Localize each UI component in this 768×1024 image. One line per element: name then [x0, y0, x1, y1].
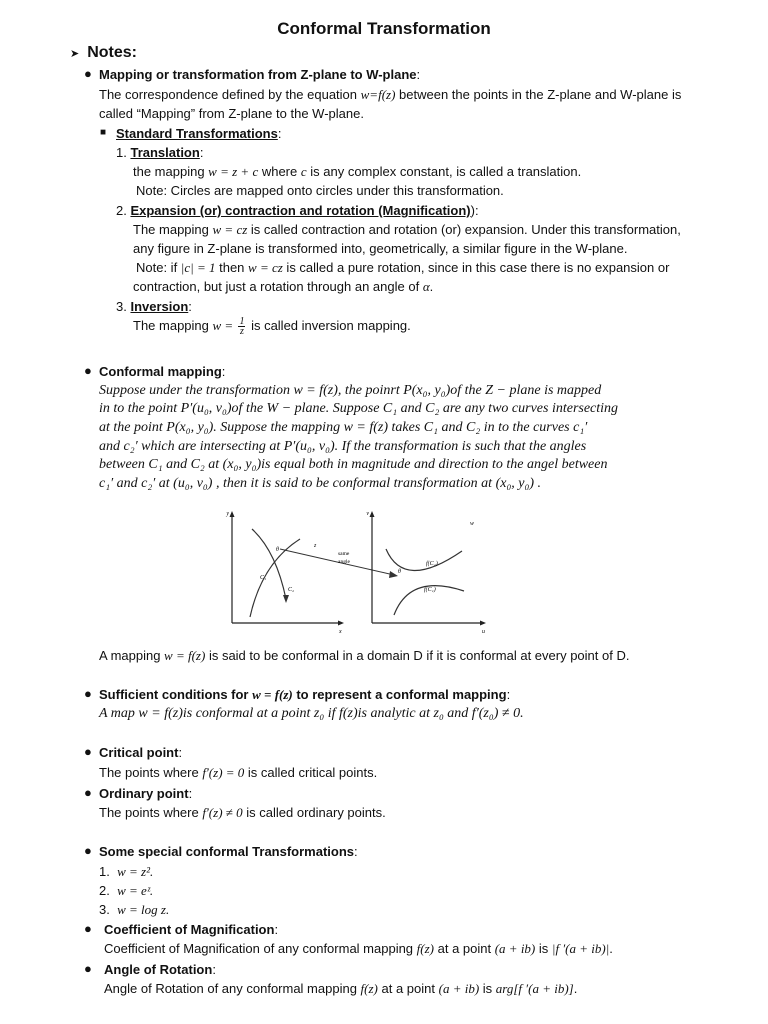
critical-line: The points where f′(z) = 0 is called critical points. — [99, 765, 378, 780]
angle-heading: Angle of Rotation: — [104, 962, 216, 977]
ordinary-heading: Ordinary point: — [99, 786, 193, 801]
coefficient-heading: Coefficient of Magnification: — [104, 922, 279, 937]
page-title: Conformal Transformation — [277, 19, 491, 38]
ordinary-line: The points where f′(z) ≠ 0 is called ordinary points. — [99, 805, 386, 820]
conformal-line-4: and c₂′ which are intersecting at P′(u₀, v₀). If the transformation is such that the angles — [99, 439, 587, 454]
bullet-icon: ● — [84, 843, 92, 858]
bullet-icon: ● — [84, 66, 92, 81]
c2-label: C₂ — [288, 587, 295, 593]
square-bullet-icon: ■ — [100, 127, 107, 138]
bullet-icon: ● — [84, 744, 92, 759]
bullet-icon: ● — [84, 363, 92, 378]
bullet-icon: ● — [84, 686, 92, 701]
conformal-line-5: between C₁ and C₂ at (x₀, y₀)is equal both in magnitude and direction to the angel between — [99, 457, 608, 472]
conformal-line-6: c₁′ and c₂′ at (u₀, v₀) , then it is said to be conformal transformation at (x₀, y₀) . — [99, 476, 542, 491]
conformal-mapping-figure — [214, 505, 496, 639]
theta-left-label: θ — [276, 547, 279, 553]
fc2-label: f(C₂) — [426, 561, 438, 567]
right-y-label: v — [366, 511, 369, 517]
special-item-1: 1. w = z². — [99, 864, 154, 879]
right-x-label: u — [482, 629, 485, 635]
sufficient-line: A map w = f(z)is conformal at a point z₀ if f(z)is analytic at z₀ and f′(z₀) ≠ 0. — [99, 706, 524, 721]
bullet-icon: ● — [84, 921, 92, 936]
conformal-line-2: in to the point P′(u₀, v₀)of the W − plane. Suppose C₁ and C₂ are any two curves intersecting — [99, 401, 619, 416]
angle-line: Angle of Rotation of any conformal mapping f(z) at a point (a + ib) is arg[f ′(a + ib)]. — [104, 981, 578, 996]
translation-note: Note: Circles are mapped onto circles under this transformation. — [136, 183, 504, 198]
sufficient-heading: Sufficient conditions for w = f(z) to represent a conformal mapping: — [99, 687, 511, 702]
conformal-heading: Conformal mapping: — [99, 364, 226, 379]
left-x-label: x — [339, 629, 342, 635]
same-angle-label: same — [338, 551, 350, 557]
inversion-heading: 3. Inversion: — [116, 299, 192, 314]
expansion-heading: 2. Expansion (or) contraction and rotation (Magnification)): — [116, 203, 479, 218]
notes-heading: ➤ Notes: — [70, 44, 137, 61]
conformal-line-3: at the point P(x₀, y₀). Suppose the mapping w = f(z) takes C₁ and C₂ in to the curves c₁′ — [99, 420, 588, 435]
w-label: w — [470, 521, 475, 527]
translation-line-1: the mapping w = z + c where c is any complex constant, is called a translation. — [133, 164, 582, 179]
conformal-line-1: Suppose under the transformation w = f(z), the poinrt P(x₀, y₀)of the Z − plane is mapped — [99, 383, 602, 398]
coefficient-line: Coefficient of Magnification of any conformal mapping f(z) at a point (a + ib) is |f ′(a + ib)|. — [104, 941, 613, 956]
inversion-fraction: $\frac{1}{z}$ — [239, 316, 245, 337]
left-y-label: y — [226, 511, 229, 517]
c1-label: C₁ — [260, 575, 267, 581]
expansion-line-2: any figure in Z-plane is transformed into, geometrically, a similar figure in the W-plane. — [133, 241, 628, 256]
conformal-domain-line: A mapping w = f(z) is said to be conformal in a domain D if it is conformal at every point of D. — [99, 648, 630, 663]
expansion-note-2: contraction, but just a rotation through an angle of α. — [133, 279, 434, 294]
fc1-label: f(C₁) — [424, 587, 436, 593]
translation-heading: 1. Translation: — [116, 145, 204, 160]
mapping-line-1: The correspondence defined by the equation w=f(z) between the points in the Z-plane and W-plane is — [99, 87, 682, 102]
z-label: z — [314, 543, 317, 549]
expansion-line-1: The mapping w = cz is called contraction and rotation (or) expansion. Under this transformation, — [133, 222, 681, 237]
special-item-2: 2. w = eᶻ. — [99, 883, 154, 898]
bullet-icon: ● — [84, 785, 92, 800]
special-item-3: 3. w = log z. — [99, 902, 170, 917]
special-heading: Some special conformal Transformations: — [99, 844, 358, 859]
expansion-note: Note: if |c| = 1 then w = cz is called a pure rotation, since in this case there is no expansion or — [136, 260, 670, 275]
arrow-bullet-icon: ➤ — [70, 48, 80, 60]
inversion-line: The mapping w = $\frac{1}{z}$ is called inversion mapping. — [133, 316, 411, 337]
mapping-heading: Mapping or transformation from Z-plane to W-plane: — [99, 67, 421, 82]
theta-right-label: θ — [398, 569, 401, 575]
bullet-icon: ● — [84, 961, 92, 976]
standard-heading: Standard Transformations: — [116, 126, 282, 141]
critical-heading: Critical point: — [99, 745, 183, 760]
mapping-line-2: called “Mapping” from Z-plane to the W-plane. — [99, 106, 364, 121]
same-angle-label-2: angle — [338, 559, 350, 565]
